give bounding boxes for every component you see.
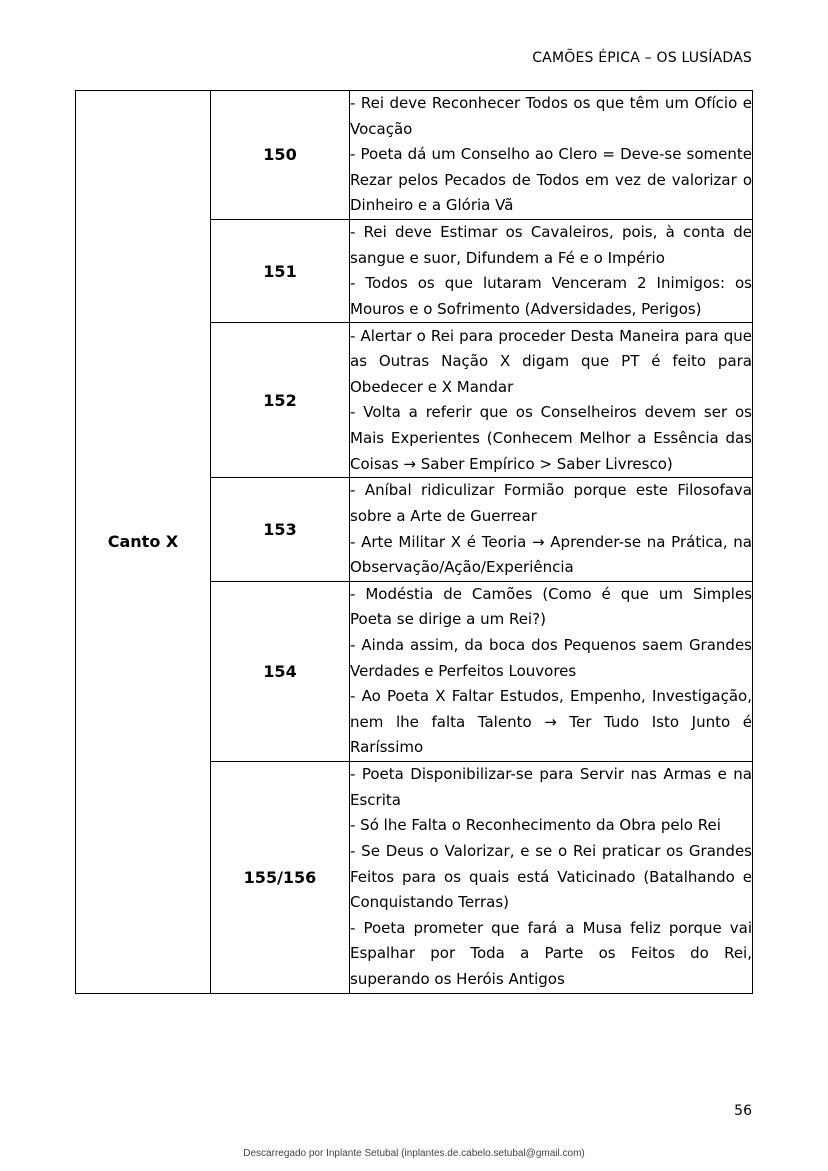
description-line: - Volta a referir que os Conselheiros devem ser os Mais Experientes (Conhecem Melhor a Essência das Coisas → Saber Empírico > Saber Livresco) bbox=[350, 403, 752, 473]
description-line: - Rei deve Reconhecer Todos os que têm um Ofício e Vocação bbox=[350, 94, 752, 138]
description-line: - Aníbal ridiculizar Formião porque este Filosofava sobre a Arte de Guerrear bbox=[350, 481, 752, 525]
stanza-number: 150 bbox=[211, 91, 350, 220]
stanza-number: 154 bbox=[211, 581, 350, 761]
page-number: 56 bbox=[734, 1103, 752, 1119]
stanza-number: 151 bbox=[211, 219, 350, 322]
description-line: - Só lhe Falta o Reconhecimento da Obra pelo Rei bbox=[350, 816, 721, 835]
stanza-summary-table bbox=[75, 90, 753, 994]
running-header: CAMÕES ÉPICA – OS LUSÍADAS bbox=[532, 50, 752, 66]
stanza-description bbox=[350, 91, 753, 220]
description-line: - Ao Poeta X Faltar Estudos, Empenho, Investigação, nem lhe falta Talento → Ter Tudo Isto Junto é Raríssimo bbox=[350, 687, 752, 757]
canto-cell: Canto X bbox=[76, 91, 211, 994]
stanza-description bbox=[350, 761, 753, 993]
stanza-number: 152 bbox=[211, 323, 350, 478]
stanza-description bbox=[350, 478, 753, 581]
description-line: - Todos os que lutaram Venceram 2 Inimigos: os Mouros e o Sofrimento (Adversidades, Perigos) bbox=[350, 274, 752, 318]
stanza-description bbox=[350, 581, 753, 761]
description-line: - Rei deve Estimar os Cavaleiros, pois, à conta de sangue e suor, Difundem a Fé e o Império bbox=[350, 222, 752, 267]
description-line: - Modéstia de Camões (Como é que um Simples Poeta se dirige a um Rei?) bbox=[350, 584, 752, 629]
description-line: - Poeta prometer que fará a Musa feliz porque vai Espalhar por Toda a Parte os Feitos do Rei, superando os Heróis Antigos bbox=[350, 918, 752, 988]
table-row bbox=[76, 91, 753, 220]
description-line: - Poeta dá um Conselho ao Clero = Deve-se somente Rezar pelos Pecados de Todos em vez de valorizar o Dinheiro e a Glória Vã bbox=[350, 145, 752, 215]
stanza-number: 153 bbox=[211, 478, 350, 581]
description-line: - Ainda assim, da boca dos Pequenos saem Grandes Verdades e Perfeitos Louvores bbox=[350, 635, 752, 680]
description-line: - Alertar o Rei para proceder Desta Maneira para que as Outras Nação X digam que PT é feito para Obedecer e X Mandar bbox=[350, 326, 752, 396]
download-footer: Descarregado por Inplante Setubal (inplantes.de.cabelo.setubal@gmail.com) bbox=[243, 1148, 585, 1159]
description-line: - Arte Militar X é Teoria → Aprender-se na Prática, na Observação/Ação/Experiência bbox=[350, 532, 752, 577]
stanza-description bbox=[350, 323, 753, 478]
stanza-description bbox=[350, 219, 753, 322]
description-line: - Poeta Disponibilizar-se para Servir nas Armas e na Escrita bbox=[350, 765, 752, 809]
description-line: - Se Deus o Valorizar, e se o Rei praticar os Grandes Feitos para os quais está Vaticinado (Batalhando e Conquistando Terras) bbox=[350, 841, 752, 912]
stanza-number: 155/156 bbox=[211, 761, 350, 993]
